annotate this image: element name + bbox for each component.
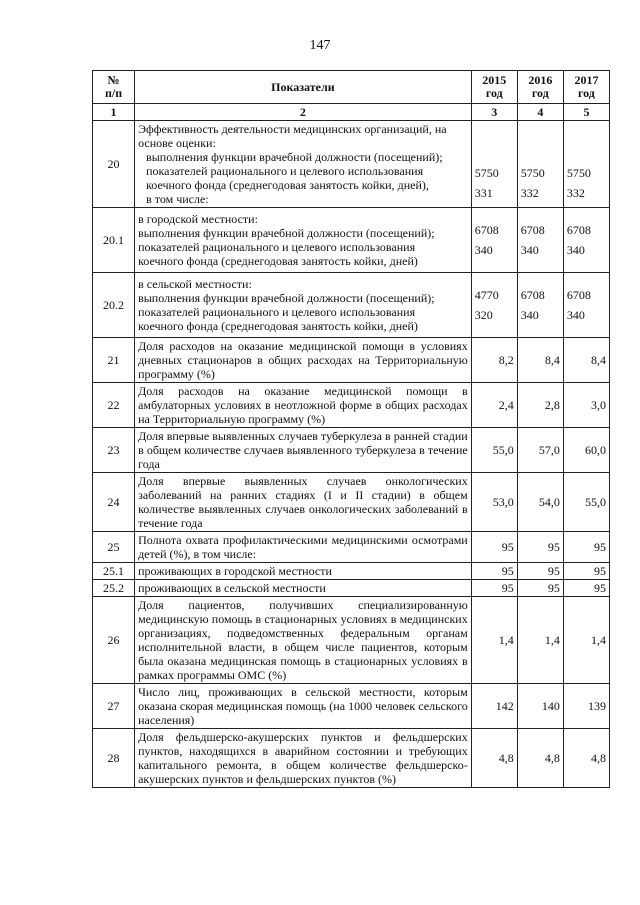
- row-indicator: в городской местности: выполнения функции врачебной должности (посещений); показателей рационального и целевого использования коечного фонда (среднегодовая занятость койки, дней): [135, 208, 472, 273]
- row-indicator: проживающих в городской местности: [135, 563, 472, 580]
- value-2016: 8,4: [517, 338, 563, 383]
- value-2015: 1,4: [471, 597, 517, 684]
- row-indicator: Доля пациентов, получивших специализированную медицинскую помощь в стационарных условиях в медицинских организациях, подведомственных федеральным органам исполнительной власти, в общем числе пациентов, которым была оказана медицинская помощь в стационарных условиях в рамках программы ОМС (%): [135, 597, 472, 684]
- value-2017: 5750 332: [563, 121, 609, 208]
- row-indicator: Доля фельдшерско-акушерских пунктов и фельдшерских пунктов, находящихся в аварийном состоянии и требующих капитального ремонта, в общем количестве фельдшерско-акушерских пунктов и фельдшерских пунктов (%): [135, 729, 472, 788]
- header-year-2016: 2016 год: [517, 71, 563, 104]
- value-2015: 2,4: [471, 383, 517, 428]
- table-row: [93, 273, 610, 338]
- table-row: [93, 208, 610, 273]
- value-2015: 55,0: [471, 428, 517, 473]
- value-2015: 4,8: [471, 729, 517, 788]
- row-number: 20.1: [93, 208, 135, 273]
- row-indicator: Полнота охвата профилактическими медицинскими осмотрами детей (%), в том числе:: [135, 532, 472, 563]
- row-indicator: Доля расходов на оказание медицинской помощи в условиях дневных стационаров в общих расходах на Территориальную программу (%): [135, 338, 472, 383]
- row-indicator: Доля впервые выявленных случаев туберкулеза в ранней стадии в общем количестве случаев выявленного туберкулеза в течение года: [135, 428, 472, 473]
- row-number: 28: [93, 729, 135, 788]
- value-2016: 54,0: [517, 473, 563, 532]
- value-2016: 140: [517, 684, 563, 729]
- value-2015: 95: [471, 532, 517, 563]
- value-2016: 95: [517, 563, 563, 580]
- column-index: 1: [93, 104, 135, 121]
- value-2017: 1,4: [563, 597, 609, 684]
- value-2017: 95: [563, 532, 609, 563]
- value-2016: 2,8: [517, 383, 563, 428]
- value-2015: 5750 331: [471, 121, 517, 208]
- row-indicator: проживающих в сельской местности: [135, 580, 472, 597]
- table-row: [93, 597, 610, 684]
- table-row: [93, 383, 610, 428]
- table-header-row: [93, 71, 610, 104]
- value-2015: 8,2: [471, 338, 517, 383]
- row-number: 23: [93, 428, 135, 473]
- table-row: [93, 563, 610, 580]
- column-index: 5: [563, 104, 609, 121]
- column-index: 4: [517, 104, 563, 121]
- value-2017: 6708 340: [563, 208, 609, 273]
- value-2016: 95: [517, 532, 563, 563]
- header-indicator: Показатели: [135, 71, 472, 104]
- header-year-2017: 2017 год: [563, 71, 609, 104]
- table-row: [93, 684, 610, 729]
- value-2015: 6708 340: [471, 208, 517, 273]
- table-row: [93, 729, 610, 788]
- table-row: [93, 121, 610, 208]
- row-number: 27: [93, 684, 135, 729]
- value-2015: 53,0: [471, 473, 517, 532]
- row-number: 26: [93, 597, 135, 684]
- column-index: 3: [471, 104, 517, 121]
- table-row: [93, 428, 610, 473]
- indicators-table: [92, 70, 610, 788]
- value-2016: 95: [517, 580, 563, 597]
- row-indicator: Эффективность деятельности медицинских организаций, на основе оценки: выполнения функции врачебной должности (посещений); показателей рационального и целевого использования коечного фонда (среднегодовая занятость койки, дней), в том числе:: [135, 121, 472, 208]
- row-number: 20.2: [93, 273, 135, 338]
- value-2016: 6708 340: [517, 273, 563, 338]
- column-index-row: [93, 104, 610, 121]
- table-row: [93, 338, 610, 383]
- value-2016: 1,4: [517, 597, 563, 684]
- row-number: 24: [93, 473, 135, 532]
- table-row: [93, 473, 610, 532]
- value-2015: 142: [471, 684, 517, 729]
- value-2017: 139: [563, 684, 609, 729]
- table-row: [93, 532, 610, 563]
- value-2015: 95: [471, 580, 517, 597]
- column-index: 2: [135, 104, 472, 121]
- value-2017: 95: [563, 580, 609, 597]
- value-2015: 4770 320: [471, 273, 517, 338]
- row-number: 25.1: [93, 563, 135, 580]
- row-number: 25: [93, 532, 135, 563]
- value-2017: 95: [563, 563, 609, 580]
- value-2017: 4,8: [563, 729, 609, 788]
- row-number: 20: [93, 121, 135, 208]
- row-indicator: Число лиц, проживающих в сельской местности, которым оказана скорая медицинская помощь (на 1000 человек сельского населения): [135, 684, 472, 729]
- value-2016: 57,0: [517, 428, 563, 473]
- row-indicator: в сельской местности: выполнения функции врачебной должности (посещений); показателей рационального и целевого использования коечного фонда (среднегодовая занятость койки, дней): [135, 273, 472, 338]
- row-indicator: Доля впервые выявленных случаев онкологических заболеваний на ранних стадиях (I и II стадии) в общем количестве выявленных случаев онкологических заболеваний в течение года: [135, 473, 472, 532]
- header-year-2015: 2015 год: [471, 71, 517, 104]
- row-number: 25.2: [93, 580, 135, 597]
- value-2017: 60,0: [563, 428, 609, 473]
- page-number: 147: [309, 38, 331, 53]
- value-2017: 55,0: [563, 473, 609, 532]
- value-2016: 5750 332: [517, 121, 563, 208]
- value-2017: 3,0: [563, 383, 609, 428]
- row-number: 21: [93, 338, 135, 383]
- value-2015: 95: [471, 563, 517, 580]
- table-row: [93, 580, 610, 597]
- value-2016: 4,8: [517, 729, 563, 788]
- row-number: 22: [93, 383, 135, 428]
- header-num: № п/п: [93, 71, 135, 104]
- value-2017: 8,4: [563, 338, 609, 383]
- value-2016: 6708 340: [517, 208, 563, 273]
- row-indicator: Доля расходов на оказание медицинской помощи в амбулаторных условиях в неотложной форме в общих расходах на Территориальную программу (%): [135, 383, 472, 428]
- value-2017: 6708 340: [563, 273, 609, 338]
